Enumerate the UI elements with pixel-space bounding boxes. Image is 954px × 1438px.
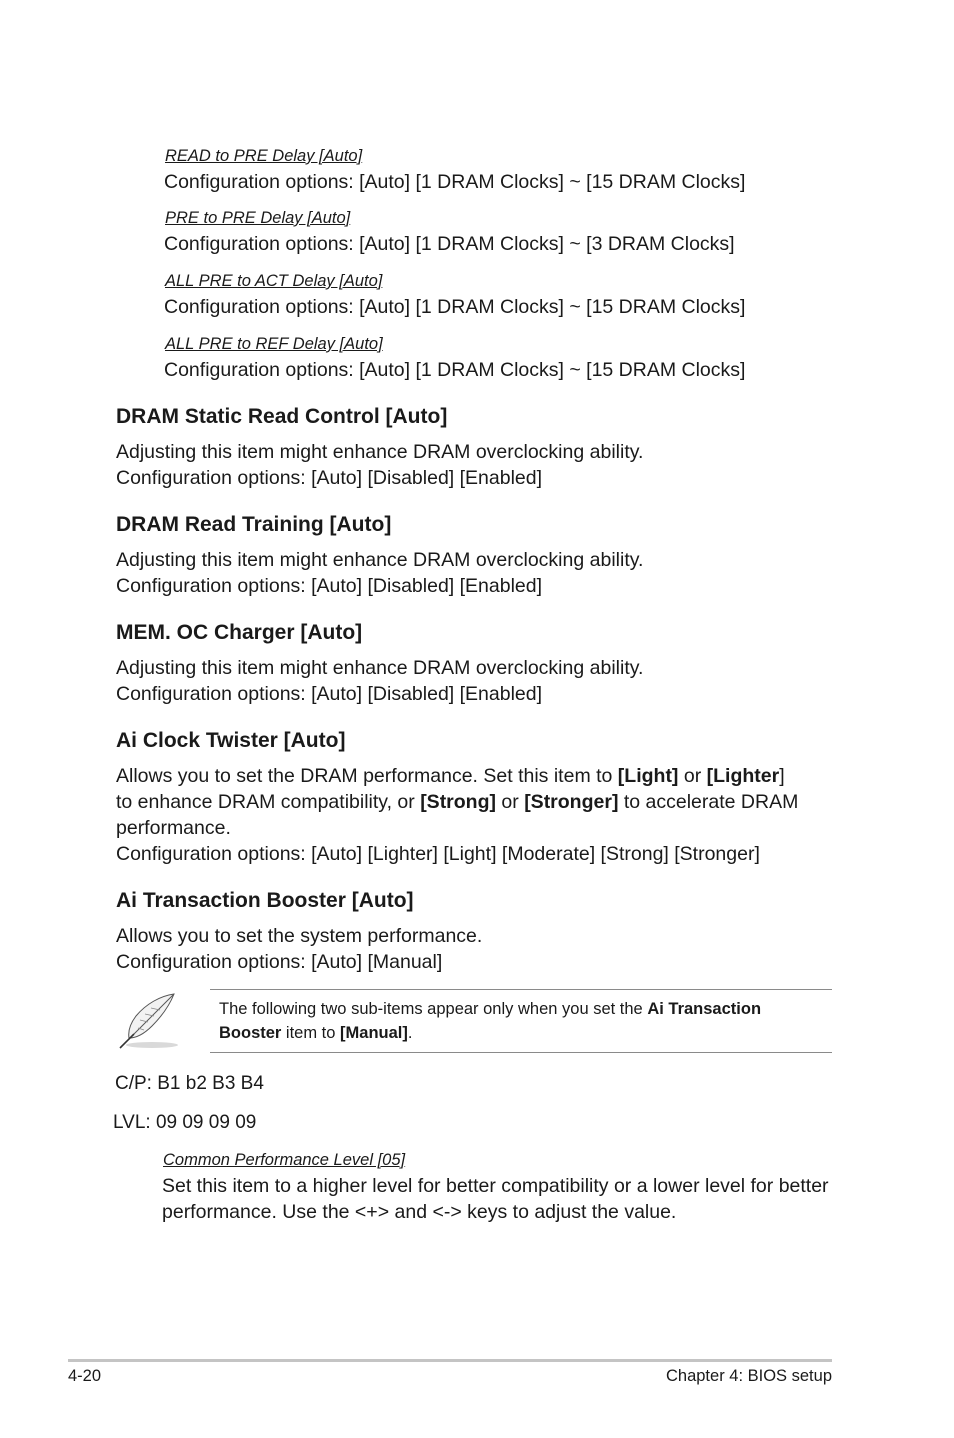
section-description-line: to enhance DRAM compatibility, or [Strong] or [Stronger] to accelerate DRAM	[116, 791, 799, 813]
section-heading: DRAM Static Read Control [Auto]	[116, 405, 448, 428]
note-top-rule	[210, 989, 832, 990]
sub-item-options: Configuration options: [Auto] [1 DRAM Clocks] ~ [3 DRAM Clocks]	[164, 233, 735, 255]
section-description-line: performance.	[116, 817, 231, 839]
note-text-line: Booster item to [Manual].	[219, 1024, 413, 1042]
section-options: Configuration options: [Auto] [Manual]	[116, 951, 443, 973]
chapter-label: Chapter 4: BIOS setup	[665, 1367, 832, 1385]
sub-item-title: ALL PRE to ACT Delay [Auto]	[165, 272, 383, 290]
section-options: Configuration options: [Auto] [Disabled] [Enabled]	[116, 683, 543, 705]
lvl-status-line: LVL: 09 09 09 09	[113, 1112, 257, 1133]
sub-item-options: Configuration options: [Auto] [1 DRAM Clocks] ~ [15 DRAM Clocks]	[164, 359, 746, 381]
page-number: 4-20	[68, 1367, 102, 1385]
feather-quill-icon	[112, 990, 184, 1052]
sub-item-title: Common Performance Level [05]	[163, 1151, 406, 1169]
section-heading: Ai Transaction Booster [Auto]	[116, 889, 414, 912]
section-description: Adjusting this item might enhance DRAM overclocking ability.	[116, 441, 644, 463]
section-heading: Ai Clock Twister [Auto]	[116, 729, 346, 752]
section-description-line: Allows you to set the DRAM performance. Set this item to [Light] or [Lighter]	[116, 765, 785, 787]
sub-item-title: READ to PRE Delay [Auto]	[165, 147, 363, 165]
sub-item-options: Configuration options: [Auto] [1 DRAM Clocks] ~ [15 DRAM Clocks]	[164, 171, 746, 193]
section-description: Allows you to set the system performance.	[116, 925, 483, 947]
note-text-line: The following two sub-items appear only when you set the Ai Transaction	[219, 1000, 762, 1018]
section-options: Configuration options: [Auto] [Lighter] [Light] [Moderate] [Strong] [Stronger]	[116, 843, 760, 865]
section-description: Adjusting this item might enhance DRAM overclocking ability.	[116, 549, 644, 571]
sub-item-title: ALL PRE to REF Delay [Auto]	[165, 335, 383, 353]
section-heading: MEM. OC Charger [Auto]	[116, 621, 363, 644]
cp-status-line: C/P: B1 b2 B3 B4	[115, 1073, 264, 1094]
sub-item-description-line: performance. Use the <+> and <-> keys to adjust the value.	[162, 1201, 677, 1223]
note-bottom-rule	[210, 1052, 832, 1053]
sub-item-options: Configuration options: [Auto] [1 DRAM Clocks] ~ [15 DRAM Clocks]	[164, 296, 746, 318]
section-options: Configuration options: [Auto] [Disabled] [Enabled]	[116, 467, 543, 489]
section-heading: DRAM Read Training [Auto]	[116, 513, 392, 536]
section-options: Configuration options: [Auto] [Disabled] [Enabled]	[116, 575, 543, 597]
sub-item-title: PRE to PRE Delay [Auto]	[165, 209, 351, 227]
footer-rule	[68, 1359, 832, 1362]
section-description: Adjusting this item might enhance DRAM overclocking ability.	[116, 657, 644, 679]
sub-item-description-line: Set this item to a higher level for better compatibility or a lower level for better	[162, 1175, 829, 1197]
